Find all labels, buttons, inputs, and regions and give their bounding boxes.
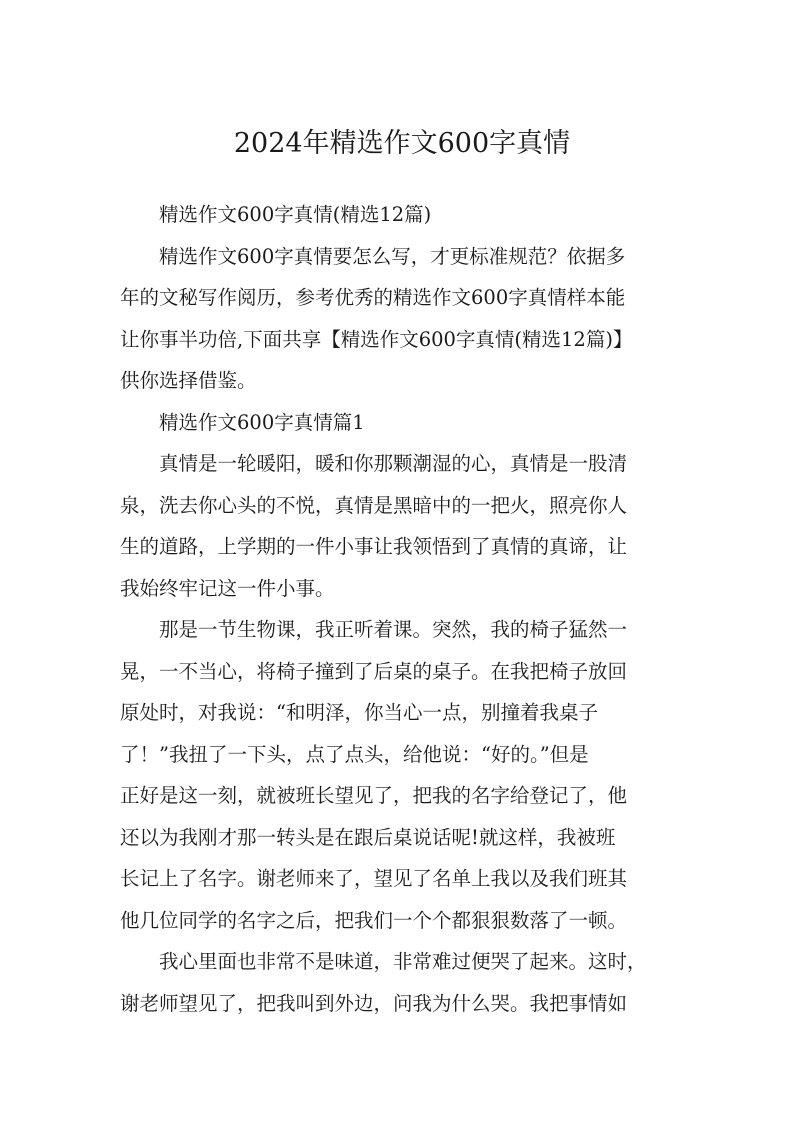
text-line: 精选作文600字真情要怎么写，才更标准规范？依据多: [159, 244, 626, 268]
paragraph-subtitle: [120, 194, 684, 236]
paragraph-section-heading: [120, 402, 684, 444]
text-line: 谢老师望见了，把我叫到外边，问我为什么哭。我把事情如: [120, 991, 628, 1015]
document-body: [120, 194, 684, 1024]
text-line: 真情是一轮暖阳，暖和你那颗潮湿的心，真情是一股清: [159, 452, 628, 475]
text-line: 泉，洗去你心头的不悦，真情是黑暗中的一把火，照亮你人: [120, 493, 628, 517]
paragraph-essay-1: [120, 443, 684, 609]
text-line: 我始终牢记这一件小事。: [120, 576, 335, 600]
text-line: 我心里面也非常不是味道，非常难过便哭了起来。这时，: [159, 950, 647, 973]
text-line: 精选作文600字真情(精选12篇): [159, 203, 432, 226]
document-page: [120, 0, 684, 1132]
text-line: 晃，一不当心，将椅子撞到了后桌的桌子。在我把椅子放回: [120, 659, 628, 683]
paragraph-essay-3: [120, 941, 684, 1024]
text-line: 供你选择借鉴。: [120, 369, 257, 392]
text-line: 还以为我刚才那一转头是在跟后桌说话呢!就这样，我被班: [120, 825, 616, 849]
text-line: 正好是这一刻，就被班长望见了，把我的名字给登记了，他: [120, 784, 628, 807]
text-line: 那是一节生物课，我正听着课。突然，我的椅子猛然一: [159, 618, 628, 641]
text-line: 他几位同学的名字之后，把我们一个个都狠狠数落了一顿。: [120, 908, 628, 932]
paragraph-essay-2: [120, 609, 684, 941]
text-line: 让你事半功倍,下面共享【精选作文600字真情(精选12篇)】: [120, 327, 633, 351]
text-line: 长记上了名字。谢老师来了，望见了名单上我以及我们班其: [120, 867, 628, 890]
text-line: 了！”我扭了一下头，点了点头，给他说：“好的。”但是: [120, 742, 589, 766]
paragraph-intro: [120, 236, 684, 402]
text-line: 原处时，对我说：“和明泽，你当心一点，别撞着我桌子: [120, 701, 598, 724]
text-line: 年的文秘写作阅历，参考优秀的精选作文600字真情样本能: [120, 286, 626, 309]
document-title: 2024年精选作文600字真情: [233, 128, 571, 159]
text-line: 精选作文600字真情篇1: [159, 410, 365, 434]
text-line: 生的道路，上学期的一件小事让我领悟到了真情的真谛，让: [120, 535, 628, 558]
